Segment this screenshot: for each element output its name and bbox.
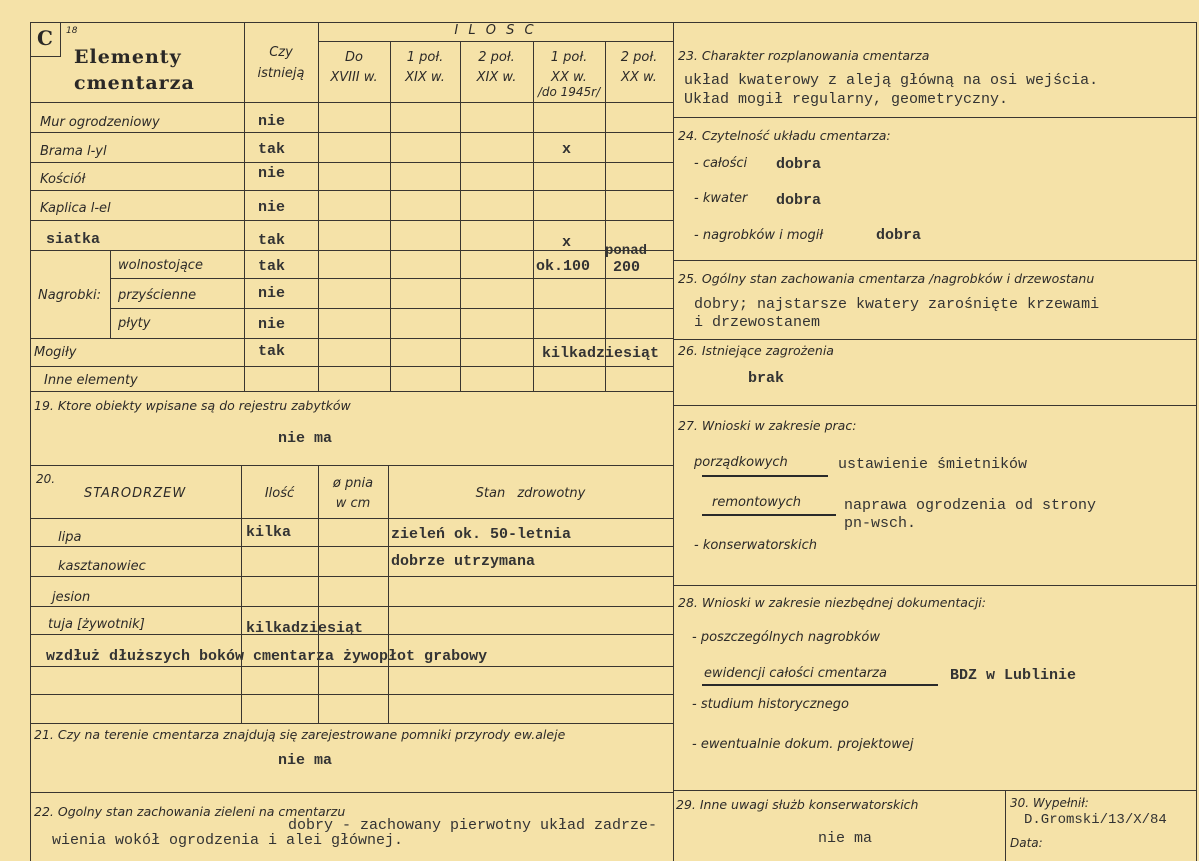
s20-title: STARODRZEW: [84, 486, 187, 501]
tree-tuja-qty: kilkadziesiąt: [246, 620, 364, 637]
s27-remontowych-value1: naprawa ogrodzenia od strony: [844, 497, 1097, 514]
col-2p20-l1: 2 poł.: [620, 50, 658, 65]
s29-label: 29. Inne uwagi służb konserwatorskich: [676, 797, 919, 812]
row-siatka-mark: x: [562, 234, 572, 251]
s22-line2: wienia wokół ogrodzenia i alei głównej.: [52, 832, 404, 849]
frame-right: [1196, 22, 1197, 861]
s19-value: nie ma: [278, 430, 333, 447]
row-brama-label: Brama l-yl: [40, 144, 107, 159]
row-mogily-label: Mogiły: [34, 345, 77, 360]
tree-jesion-name: jesion: [52, 590, 91, 605]
header-title-1: Elementy: [74, 46, 182, 68]
col-2p19-l2: XIX w.: [476, 70, 517, 85]
col-do18-l2: XVIII w.: [330, 70, 378, 85]
s21-value: nie ma: [278, 752, 333, 769]
s28-ewidencji-value: BDZ w Lublinie: [950, 667, 1077, 684]
header-title-2: cmentarza: [74, 72, 195, 94]
row-kaplica-label: Kaplica l-el: [40, 201, 111, 216]
s22-label: 22. Ogolny stan zachowania zieleni na cmentarzu: [34, 804, 346, 819]
s27-remontowych-label: remontowych: [712, 495, 801, 510]
s20-pnia-2: w cm: [335, 496, 371, 511]
s27-konserwatorskich-label: - konserwatorskich: [694, 538, 817, 553]
s27-remontowych-value2: pn-wsch.: [844, 515, 917, 532]
s24-nagrobkow-label: - nagrobków i mogił: [694, 228, 824, 243]
col-1p20-l3: /do 1945r/: [537, 85, 601, 99]
frame-left: [30, 22, 31, 861]
col-1p19-l2: XIX w.: [405, 70, 445, 85]
s25-line1: dobry; najstarsze kwatery zarośnięte krzewami: [694, 296, 1100, 313]
s27-remontowych-underline: [702, 514, 836, 516]
col-2p19-l1: 2 poł.: [478, 50, 515, 65]
header-ilosc: I L O S C: [454, 23, 537, 38]
s27-porzadkowych-underline: [702, 475, 828, 477]
s23-label: 23. Charakter rozplanowania cmentarza: [678, 48, 930, 63]
s20-ilosc: Ilość: [264, 486, 295, 501]
row-wolnostojace-exists: tak: [258, 258, 286, 275]
s23-line1: układ kwaterowy z aleją główną na osi wejścia.: [684, 72, 1099, 89]
col-1p19-l1: 1 poł.: [406, 50, 444, 65]
row-przyscienne-label: przyścienne: [118, 288, 197, 303]
s27-label: 27. Wnioski w zakresie prac:: [678, 418, 857, 433]
s30-value: D.Gromski/13/X/84: [1024, 812, 1167, 828]
s21-label: 21. Czy na terenie cmentarza znajdują się zarejestrowane pomniki przyrody ew.aleje: [34, 727, 566, 742]
row-kosciol-exists: nie: [258, 165, 286, 182]
s22-line1: dobry - zachowany pierwotny układ zadrze-: [288, 817, 658, 834]
row-mogily-exists: tak: [258, 343, 286, 360]
header-istnieja: istnieją: [257, 66, 305, 81]
row-wolnostojace-q2a: ponad: [605, 243, 648, 259]
s24-kwater-value: dobra: [776, 192, 822, 209]
row-wolnostojace-q1: ok.100: [536, 258, 591, 275]
s26-label: 26. Istniejące zagrożenia: [678, 343, 834, 358]
s25-label: 25. Ogólny stan zachowania cmentarza /nagrobków i drzewostanu: [678, 271, 1095, 286]
s19-label: 19. Ktore obiekty wpisane są do rejestru zabytków: [34, 398, 351, 413]
s28-nagrobkow-label: - poszczególnych nagrobków: [692, 630, 880, 645]
col-1p20-l1: 1 poł.: [550, 50, 588, 65]
tree-extra-note: wzdłuż dłuższych boków cmentarza żywopłot grabowy: [46, 648, 488, 665]
s28-ewidencji-label: ewidencji całości cmentarza: [704, 666, 887, 681]
s20-num: 20.: [36, 472, 56, 486]
row-wolnostojace-label: wolnostojące: [118, 258, 203, 273]
nagrobki-divider: [110, 250, 111, 338]
s30-data-label: Data:: [1010, 836, 1043, 850]
header-czy: Czy: [269, 45, 293, 60]
s24-label: 24. Czytelność układu cmentarza:: [678, 128, 891, 143]
s28-studium-label: - studium historycznego: [692, 697, 849, 712]
row-siatka-label: siatka: [46, 231, 101, 248]
tree-lipa-qty: kilka: [246, 524, 292, 541]
s28-label: 28. Wnioski w zakresie niezbędnej dokumentacji:: [678, 595, 986, 610]
s28-ewidencji-underline: [702, 684, 938, 686]
tree-kasztanowiec-state: dobrze utrzymana: [391, 553, 536, 570]
tree-tuja-name: tuja [żywotnik]: [48, 617, 145, 632]
row-mur-exists: nie: [258, 113, 286, 130]
s24-kwater-label: - kwater: [694, 191, 748, 206]
col-1p20-l2: XX w.: [551, 70, 587, 85]
row-kaplica-exists: nie: [258, 199, 286, 216]
elements-header-bottom: [30, 102, 673, 103]
row-plyty-label: płyty: [118, 316, 151, 331]
tree-lipa-name: lipa: [58, 530, 82, 545]
s29-s30-divider: [1005, 790, 1006, 861]
s25-line2: i drzewostanem: [694, 314, 821, 331]
s20-pnia-1: ø pnia: [332, 476, 374, 491]
card-letter: C: [37, 26, 54, 50]
row-przyscienne-exists: nie: [258, 285, 286, 302]
center-divider: [673, 22, 674, 861]
row-brama-mark: x: [562, 141, 572, 158]
row-kosciol-label: Kościół: [40, 172, 86, 187]
col-2p20-l2: XX w.: [621, 70, 657, 85]
row-inne-label: Inne elementy: [44, 373, 138, 388]
s26-value: brak: [748, 370, 785, 387]
row-mur-label: Mur ogrodzeniowy: [40, 115, 160, 130]
s29-value: nie ma: [818, 830, 873, 847]
s24-calosci-value: dobra: [776, 156, 822, 173]
tree-col-stan-left: [388, 465, 389, 723]
tree-col-qty-left: [241, 465, 242, 723]
tree-lipa-state: zieleń ok. 50-letnia: [391, 526, 572, 543]
card-number: 18: [66, 26, 78, 36]
s27-porzadkowych-value: ustawienie śmietników: [838, 456, 1028, 473]
s24-calosci-label: - całości: [694, 156, 748, 171]
s28-projektowej-label: - ewentualnie dokum. projektowej: [692, 737, 914, 752]
tree-kasztanowiec-name: kasztanowiec: [58, 559, 146, 574]
s24-nagrobkow-value: dobra: [876, 227, 922, 244]
row-plyty-exists: nie: [258, 316, 286, 333]
s27-porzadkowych-label: porządkowych: [694, 455, 788, 470]
row-siatka-exists: tak: [258, 232, 286, 249]
corner-box-bottom: [30, 56, 61, 57]
ilosc-line: [318, 41, 673, 42]
corner-box-right: [60, 22, 61, 56]
s23-line2: Układ mogił regularny, geometryczny.: [684, 91, 1009, 108]
s30-label: 30. Wypełnił:: [1010, 796, 1089, 810]
row-wolnostojace-q2b: 200: [613, 259, 641, 276]
nagrobki-label: Nagrobki:: [38, 288, 102, 303]
row-brama-exists: tak: [258, 141, 286, 158]
row-mogily-qty: kilkadziesiąt: [542, 345, 660, 362]
s20-stan: Stan zdrowotny: [475, 486, 586, 501]
col-do18-l1: Do: [345, 50, 363, 65]
